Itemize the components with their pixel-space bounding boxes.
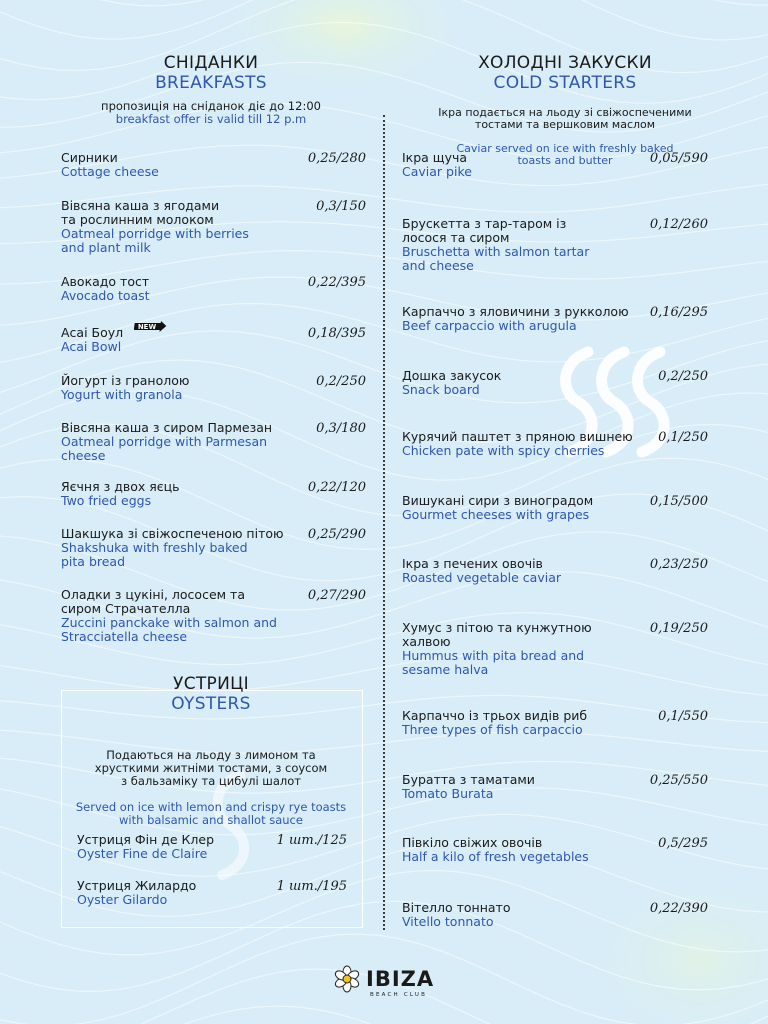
- menu-item-name-en: Acai Bowl: [61, 339, 122, 354]
- menu-item: [402, 305, 708, 333]
- new-badge: [134, 320, 168, 332]
- logo-name: IBIZA: [366, 967, 435, 991]
- cold-starters-title: [400, 53, 730, 93]
- oysters-note-ua: Подаються на льоду з лимоном та хрусткими житніми тостами, з соусом з бальзаміку та цибулі шалот: [94, 748, 328, 788]
- menu-item-name-ua: Авокадо тост: [61, 274, 150, 289]
- menu-item: [61, 151, 366, 179]
- breakfasts-note-en: breakfast offer is valid till 12 p.m: [115, 112, 307, 126]
- menu-item-name-en: Beef carpaccio with arugula: [402, 318, 577, 333]
- menu-item-name-en: Shakshuka with freshly baked pita bread: [61, 540, 248, 569]
- menu-item: [402, 557, 708, 585]
- menu-item-price: 0,27/290: [307, 588, 366, 603]
- menu-item: [402, 621, 708, 677]
- menu-item-name-en: Avocado toast: [61, 288, 150, 303]
- menu-item-name-en: Hummus with pita bread and sesame halva: [402, 648, 585, 677]
- menu-item: [61, 527, 366, 569]
- menu-item-price: 0,19/250: [649, 621, 708, 636]
- menu-item: [61, 421, 366, 463]
- menu-item-name-ua: Карпаччо із трьох видів риб: [402, 708, 588, 723]
- menu-item: [77, 833, 347, 861]
- flower-icon: [334, 966, 361, 992]
- menu-item-name-ua: Хумус з пітою та кунжутною халвою: [402, 620, 592, 649]
- menu-item: [402, 151, 708, 179]
- menu-item-name-en: Oatmeal porridge with berries and plant milk: [61, 226, 249, 255]
- menu-item-name-en: Oyster Fine de Claire: [77, 846, 208, 861]
- menu-item-price: 0,25/290: [307, 527, 366, 542]
- menu-item-name-en: Snack board: [402, 382, 480, 397]
- menu-item-price: 0,22/120: [307, 480, 366, 495]
- menu-item: [402, 369, 708, 397]
- menu-item-name-ua: Шакшука зі свіжоспеченою пітою: [61, 526, 284, 541]
- menu-item-name-ua: Буратта з таматами: [402, 772, 535, 787]
- cold-starters-title-en: COLD STARTERS: [493, 73, 637, 93]
- menu-item: [402, 836, 708, 864]
- logo-tagline: BEACH CLUB: [370, 992, 428, 998]
- menu-item: [61, 326, 366, 354]
- logo: [330, 964, 440, 998]
- menu-item-name-en: Three types of fish carpaccio: [402, 722, 583, 737]
- menu-item-name-en: Zuccini panckake with salmon and Stracciatella cheese: [61, 615, 277, 644]
- menu-item-name-ua: Ікра щуча: [402, 150, 468, 165]
- menu-item-price: 0,3/180: [316, 421, 366, 436]
- menu-item-name-en: Tomato Burata: [402, 786, 494, 801]
- menu-item-price: 0,12/260: [649, 217, 708, 232]
- menu-item-name-en: Cottage cheese: [61, 164, 159, 179]
- menu-item-name-en: Yogurt with granola: [61, 387, 183, 402]
- menu-item-name-en: Oatmeal porridge with Parmesan cheese: [61, 434, 268, 463]
- menu-item-price: 0,25/280: [307, 151, 366, 166]
- menu-item: [402, 901, 708, 929]
- menu-item-name-en: Gourmet cheeses with grapes: [402, 507, 590, 522]
- menu-item-price: 0,2/250: [316, 374, 366, 389]
- menu-item-name-en: Oyster Gilardo: [77, 892, 168, 907]
- menu-item: [61, 480, 366, 508]
- menu-item: [402, 430, 708, 458]
- menu-item: [61, 588, 366, 644]
- new-badge-label: NEW: [137, 323, 157, 331]
- menu-item: [61, 275, 366, 303]
- menu-item-price: 0,22/395: [307, 275, 366, 290]
- breakfasts-note: [61, 100, 361, 126]
- cold-starters-note-ua: Ікра подається на льоду зі свіжоспеченими тостами та вершковим маслом: [438, 106, 692, 131]
- menu-item-name-ua: Вівсяна каша з ягодами та рослинним молоком: [61, 198, 220, 227]
- menu-item-name-ua: Півкіло свіжих овочів: [402, 835, 543, 850]
- menu-item-price: 0,1/550: [658, 709, 708, 724]
- menu-item-name-en: Half a kilo of fresh vegetables: [402, 849, 589, 864]
- column-divider: [383, 115, 385, 930]
- menu-item-name-ua: Брускетта з тар-таром із лосося та сиром: [402, 216, 567, 245]
- menu-item-name-ua: Вишукані сири з виноградом: [402, 493, 594, 508]
- menu-item: [402, 773, 708, 801]
- menu-item-name-en: Roasted vegetable caviar: [402, 570, 561, 585]
- menu-item-name-ua: Оладки з цукіні, лососем та сиром Страчателла: [61, 587, 245, 616]
- menu-item-price: 0,5/295: [658, 836, 708, 851]
- menu-item-price: 0,2/250: [658, 369, 708, 384]
- menu-item-name-ua: Дошка закусок: [402, 368, 502, 383]
- menu-item-name-en: Chicken pate with spicy cherries: [402, 443, 605, 458]
- menu-item-price: 0,25/550: [649, 773, 708, 788]
- menu-item-price: 0,3/150: [316, 199, 366, 214]
- breakfasts-note-ua: пропозиція на сніданок діє до 12:00: [101, 99, 321, 113]
- menu-item: [402, 709, 708, 737]
- menu-item-name-en: Vitello tonnato: [402, 914, 494, 929]
- menu-item-price: 0,1/250: [658, 430, 708, 445]
- menu-item-name-ua: Яєчня з двох яєць: [61, 479, 180, 494]
- breakfasts-title: [61, 53, 361, 93]
- menu-item-price: 0,16/295: [649, 305, 708, 320]
- breakfasts-title-en: BREAKFASTS: [155, 73, 267, 93]
- oysters-title-en: OYSTERS: [171, 694, 251, 714]
- menu-item-price: 1 шт./125: [276, 833, 347, 848]
- menu-item: [402, 494, 708, 522]
- menu-item-price: 1 шт./195: [276, 879, 347, 894]
- menu-item-price: 0,05/590: [649, 151, 708, 166]
- menu-item-name-ua: Курячий паштет з пряною вишнею: [402, 429, 633, 444]
- menu-item-name-ua: Йогурт із гранолою: [61, 373, 190, 388]
- menu-item-price: 0,22/390: [649, 901, 708, 916]
- cold-starters-title-ua: ХОЛОДНІ ЗАКУСКИ: [478, 53, 652, 73]
- menu-item-price: 0,23/250: [649, 557, 708, 572]
- oysters-note-en: Served on ice with lemon and crispy rye toasts with balsamic and shallot sauce: [75, 800, 347, 827]
- menu-item-name-ua: Ікра з печених овочів: [402, 556, 543, 571]
- menu-item-name-ua: Вівсяна каша з сиром Пармезан: [61, 420, 273, 435]
- breakfasts-title-ua: СНІДАНКИ: [163, 53, 259, 73]
- oysters-note: [61, 736, 361, 840]
- menu-item: [61, 374, 366, 402]
- menu-item-name-en: Bruschetta with salmon tartar and cheese: [402, 244, 590, 273]
- menu-item-name-en: Two fried eggs: [61, 493, 152, 508]
- menu-item: [61, 199, 366, 255]
- menu-item-name-ua: Вітелло тоннато: [402, 900, 511, 915]
- menu-item-name-ua: Карпаччо з яловичини з рукколою: [402, 304, 629, 319]
- cold-starters-note-en: Caviar served on ice with freshly baked toasts and butter: [456, 142, 674, 167]
- menu-item-price: 0,15/500: [649, 494, 708, 509]
- menu-item-name-en: Caviar pike: [402, 164, 472, 179]
- oysters-title: [61, 674, 361, 714]
- menu-item: [77, 879, 347, 907]
- menu-item-name-ua: Сирники: [61, 150, 118, 165]
- menu-item: [402, 217, 708, 273]
- oysters-title-ua: УСТРИЦІ: [173, 674, 249, 694]
- menu-item-price: 0,18/395: [307, 326, 366, 341]
- menu-item-name-ua: Асаі Боул: [61, 325, 124, 340]
- menu-item-name-ua: Устриця Жилардо: [77, 878, 197, 893]
- menu-item-name-ua: Устриця Фін де Клер: [77, 832, 215, 847]
